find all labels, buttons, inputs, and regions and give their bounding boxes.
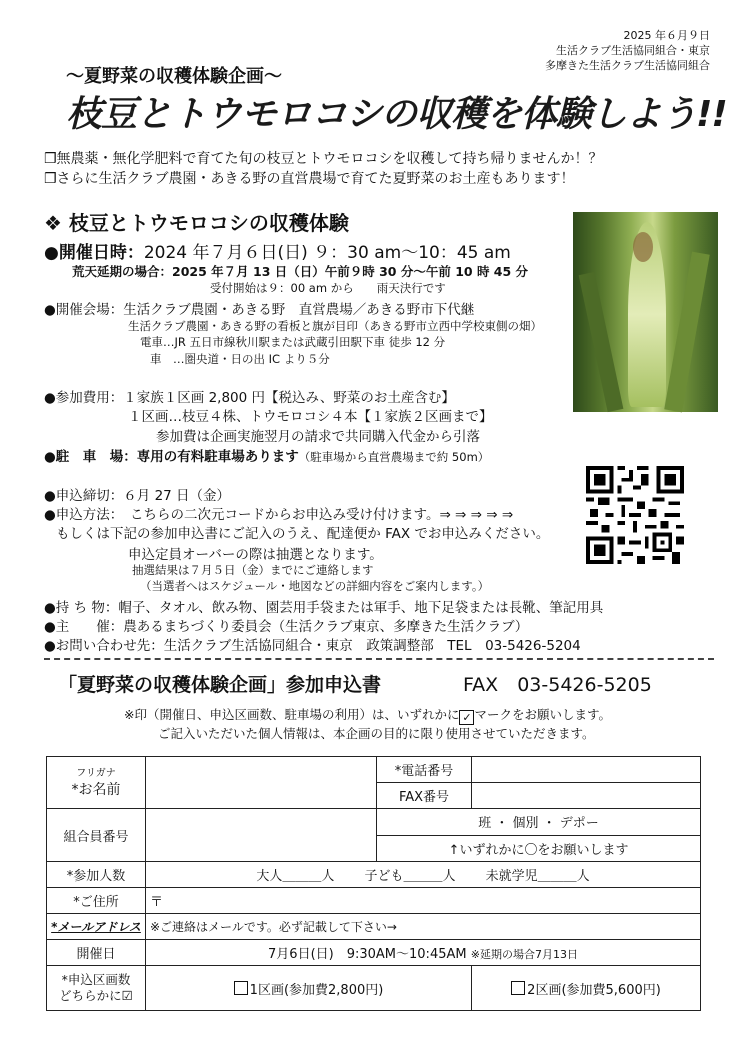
- fax-label: FAX番号: [377, 783, 472, 809]
- section-title: ❖ 枝豆とトウモロコシの収穫体験: [44, 211, 349, 235]
- qr-code[interactable]: [586, 466, 684, 564]
- access-car: 車 …圏央道・日の出 IC より５分: [150, 352, 330, 366]
- preschool-field[interactable]: 未就学児＿＿＿人: [485, 869, 590, 884]
- email-label: *メールアドレス: [47, 914, 146, 940]
- email-input[interactable]: [146, 914, 701, 940]
- fax-input[interactable]: [472, 783, 701, 809]
- venue: ●開催会場：生活クラブ農園・あきる野 直営農場／あきる野市下代継: [44, 302, 475, 318]
- form-title: 「夏野菜の収穫体験企画」参加申込書: [58, 674, 382, 696]
- name-label: *お名前: [71, 782, 121, 798]
- corn-photo: [573, 212, 718, 412]
- belongings: ●持 ち 物：帽子、タオル、飲み物、園芸用手袋または軍手、地下足袋または長靴、筆記用具: [44, 600, 604, 616]
- deadline: ●申込締切：６月 27 日（金）: [44, 488, 231, 504]
- org-tokyo: 生活クラブ生活協同組合・東京: [556, 44, 710, 57]
- form-note-1: [124, 705, 611, 725]
- fee: ●参加費用：１家族１区画 2,800 円【税込み、野菜のお土産含む】: [44, 390, 455, 406]
- plots-label: [47, 966, 146, 1011]
- plot-2-checkbox[interactable]: [511, 981, 525, 995]
- event-date: [44, 238, 511, 263]
- form-fax: FAX 03-5426-5205: [463, 674, 652, 696]
- apply-method-2: もしくは下記の参加申込書にご記入のうえ、配達便か FAX でお申込みください。: [56, 526, 550, 542]
- phone-input[interactable]: [472, 757, 701, 783]
- event-date-value: 2024 年７月６日(日) ９：30 am～10：45 am: [143, 243, 511, 263]
- intro-line-2: ❒さらに生活クラブ農園・あきる野の直営農場で育てた夏野菜のお土産もあります！: [44, 171, 575, 187]
- event-date-cell: [146, 940, 701, 966]
- parking: [44, 445, 489, 465]
- intro-line-1: ❒無農薬・無化学肥料で育てた旬の枝豆とトウモロコシを収穫して持ち帰りませんか！？: [44, 151, 603, 167]
- lottery-note: （当選者へはスケジュール・地図などの詳細内容をご案内します。）: [140, 579, 490, 593]
- plots-label-1: *申込区画数: [61, 972, 131, 987]
- contact: ●お問い合わせ先：生活クラブ生活協同組合・東京 政策調整部 TEL 03-5426-5204: [44, 638, 581, 654]
- delivery-note: ↑いずれかに〇をお願いします: [377, 835, 701, 862]
- rain-date: 荒天延期の場合：2025 年７月 13 日（日）午前９時 30 分～午前 10 時 45 分: [72, 264, 529, 279]
- plots-label-2: どちらかに☑: [59, 988, 133, 1003]
- reception-time: 受付開始は９：00 am から 雨天決行です: [210, 281, 446, 295]
- member-label: 組合員番号: [47, 809, 146, 862]
- address-label: *ご住所: [47, 888, 146, 914]
- address-input[interactable]: [146, 888, 701, 914]
- form-note-2: ご記入いただいた個人情報は、本企画の目的に限り使用させていただきます。: [158, 726, 595, 741]
- org-tamakita: 多摩きた生活クラブ生活協同組合: [545, 59, 710, 72]
- adults-field[interactable]: 大人＿＿＿人: [256, 869, 335, 884]
- plot-2-option[interactable]: [472, 966, 701, 1011]
- lottery: 申込定員オーバーの際は抽選となります。: [128, 547, 383, 563]
- plot-1-label: 1区画(参加費2,800円): [249, 982, 384, 998]
- form-note-1b: マークをお願いします。: [474, 707, 611, 722]
- participants-input[interactable]: [146, 862, 701, 888]
- name-input[interactable]: [146, 757, 377, 809]
- checkmark-icon: ✓: [459, 710, 474, 725]
- email-note: ※ご連絡はメールです。必ず記載して下さい→: [150, 920, 397, 934]
- plot-1-option[interactable]: [146, 966, 472, 1011]
- lottery-result: 抽選結果は７月５日（金）までにご連絡します: [132, 563, 374, 577]
- access-train: 電車…JR 五日市線秋川駅または武蔵引田駅下車 徒歩 12 分: [140, 335, 446, 349]
- postal-mark: 〒: [150, 895, 164, 910]
- plot-1-checkbox[interactable]: [234, 981, 248, 995]
- furigana-label: フリガナ: [76, 768, 116, 779]
- fee-detail: １区画…枝豆４株、トウモロコシ４本【１家族２区画まで】: [128, 409, 493, 425]
- phone-label: *電話番号: [377, 757, 472, 783]
- venue-landmark: 生活クラブ農園・あきる野の看板と旗が目印（あきる野市立西中学校東側の畑）: [128, 319, 542, 333]
- name-label-cell: [47, 757, 146, 809]
- event-date-note: ※延期の場合7月13日: [470, 948, 578, 961]
- form-note-1a: ※印（開催日、申込区画数、駐車場の利用）は、いずれかに: [124, 707, 460, 722]
- member-input[interactable]: [146, 809, 377, 862]
- organizer: ●主 催：農あるまちづくり委員会（生活クラブ東京、多摩きた生活クラブ）: [44, 619, 529, 635]
- issue-date: 2025 年６月９日: [623, 29, 710, 42]
- parking-text: ●駐 車 場：専用の有料駐車場あります: [44, 449, 299, 465]
- plot-2-label: 2区画(参加費5,600円): [527, 982, 661, 998]
- delivery-options[interactable]: 班 ・ 個別 ・ デポー: [377, 809, 701, 836]
- event-date-value-cell: 7月6日(日) 9:30AM～10:45AM: [268, 947, 467, 962]
- fee-note: 参加費は企画実施翌月の請求で共同購入代金から引落: [156, 429, 480, 445]
- cut-line: [44, 658, 714, 660]
- parking-note: （駐車場から直営農場まで約 50m）: [298, 450, 490, 464]
- main-title: 枝豆とトウモロコシの収穫を体験しよう!!: [66, 94, 727, 135]
- participants-label: *参加人数: [47, 862, 146, 888]
- apply-method: ●申込方法： こちらの二次元コードからお申込み受け付けます。⇒ ⇒ ⇒ ⇒ ⇒: [44, 507, 514, 523]
- event-date-label: ●開催日時：: [44, 243, 144, 263]
- application-form: [46, 756, 701, 1011]
- subtitle: ～夏野菜の収穫体験企画～: [66, 66, 282, 87]
- children-field[interactable]: 子ども＿＿＿人: [364, 869, 456, 884]
- event-date-label-cell: 開催日: [47, 940, 146, 966]
